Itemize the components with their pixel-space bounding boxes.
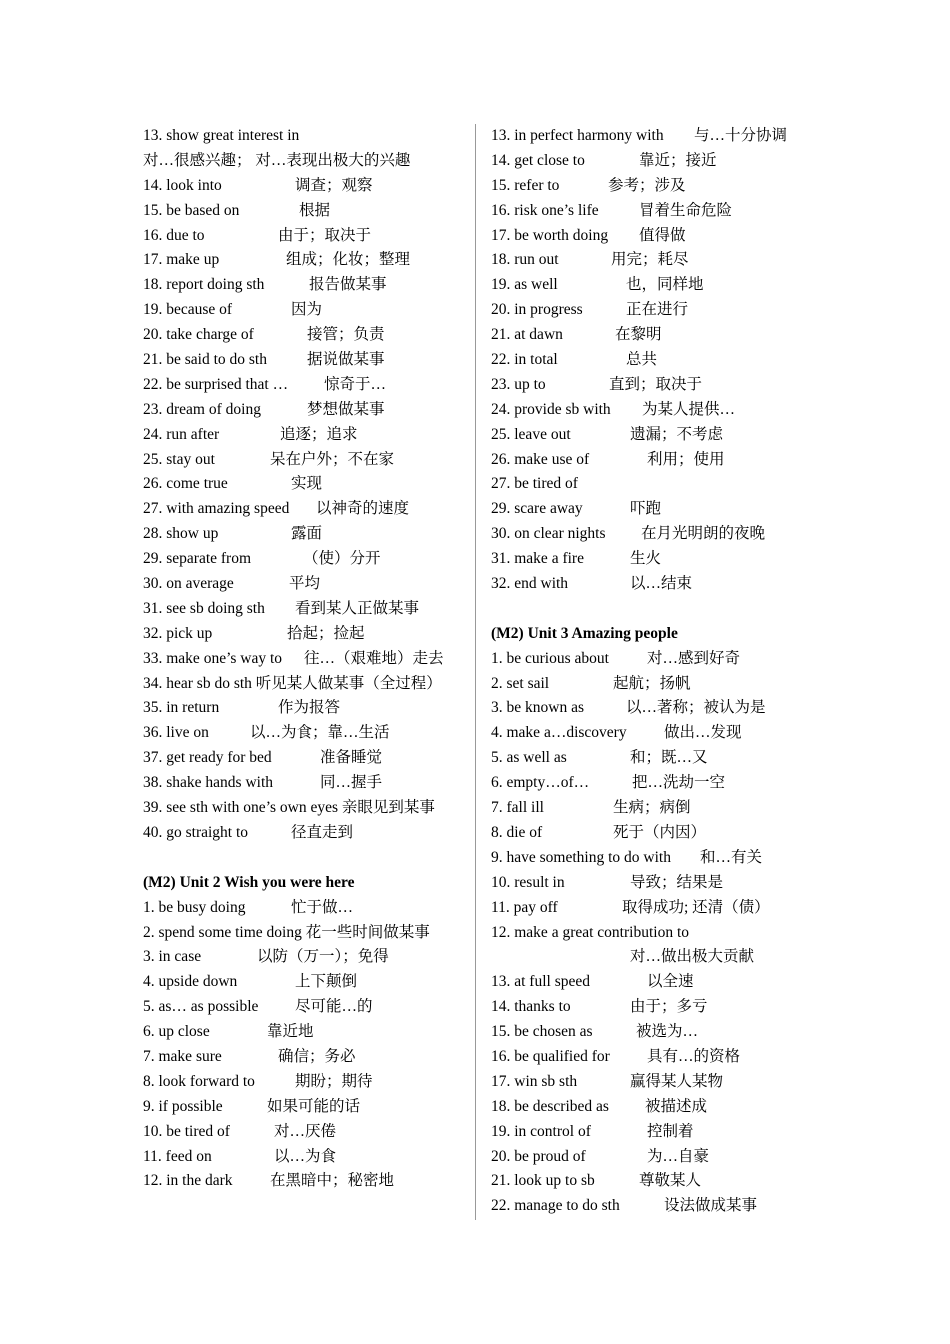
- chinese-meaning: 以全速: [647, 973, 694, 991]
- chinese-meaning: 由于；多亏: [630, 998, 708, 1016]
- chinese-meaning: 以…为食；靠…生活: [250, 724, 390, 742]
- chinese-meaning: 调查；观察: [295, 176, 373, 194]
- chinese-meaning: 因为: [291, 301, 323, 319]
- phrase-entry: [491, 1120, 809, 1145]
- chinese-meaning: 惊奇于…: [324, 375, 387, 393]
- english-phrase: 5. as… as possible: [143, 998, 259, 1016]
- phrase-entry: [143, 945, 461, 970]
- english-phrase: 7. fall ill: [491, 799, 544, 817]
- english-phrase: 15. be chosen as: [491, 1023, 593, 1041]
- chinese-meaning: 值得做: [639, 226, 686, 244]
- phrase-entry: [143, 896, 461, 921]
- chinese-meaning: 在黎明: [615, 326, 662, 344]
- phrase-entry: [491, 771, 809, 796]
- english-phrase: 29. scare away: [491, 500, 583, 518]
- chinese-meaning: 直到；取决于: [609, 375, 703, 393]
- phrase-entry: [143, 174, 461, 199]
- phrase-entry: [491, 323, 809, 348]
- chinese-meaning: 也，同样地: [626, 276, 704, 294]
- chinese-meaning: 控制着: [647, 1122, 694, 1140]
- english-phrase: 18. report doing sth: [143, 276, 265, 294]
- phrase-entry: [491, 124, 809, 149]
- phrase-entry: [143, 199, 461, 224]
- phrase-entry: 39. see sth with one’s own eyes 亲眼见到某事: [143, 799, 435, 817]
- english-phrase: 11. pay off: [491, 898, 558, 916]
- left-column: [143, 124, 461, 1194]
- section-heading: (M2) Unit 2 Wish you were here: [143, 873, 355, 891]
- chinese-meaning: 以…结束: [630, 575, 693, 593]
- chinese-meaning: 在黑暗中；秘密地: [270, 1172, 395, 1190]
- chinese-meaning: 参考；涉及: [608, 176, 686, 194]
- chinese-meaning: 把…洗劫一空: [632, 774, 726, 792]
- phrase-entry: [491, 348, 809, 373]
- phrase-entry: [143, 124, 461, 149]
- english-phrase: 28. show up: [143, 525, 219, 543]
- phrase-entry: [143, 423, 461, 448]
- english-phrase: 4. make a…discovery: [491, 724, 627, 742]
- phrase-entry: [491, 821, 809, 846]
- chinese-meaning: 导致；结果是: [630, 873, 724, 891]
- phrase-entry: [143, 472, 461, 497]
- chinese-meaning: 根据: [299, 201, 331, 219]
- chinese-meaning: 尽可能…的: [295, 998, 373, 1016]
- phrase-entry: [491, 472, 809, 497]
- chinese-meaning: 用完；耗尽: [611, 251, 689, 269]
- english-phrase: 32. pick up: [143, 624, 213, 642]
- english-phrase: 25. leave out: [491, 425, 571, 443]
- phrase-entry: [143, 273, 461, 298]
- phrase-entry: [491, 970, 809, 995]
- phrase-entry: [491, 746, 809, 771]
- english-phrase: 16. risk one’s life: [491, 201, 599, 219]
- english-phrase: 10. result in: [491, 873, 565, 891]
- phrase-entry: 34. hear sb do sth 听见某人做某事（全过程）: [143, 674, 442, 692]
- english-phrase: 21. be said to do sth: [143, 351, 267, 369]
- chinese-meaning: 对…做出极大贡献: [630, 948, 755, 966]
- phrase-entry: 对…很感兴趣； 对…表现出极大的兴趣: [143, 151, 411, 169]
- phrase-entry: [143, 821, 461, 846]
- english-phrase: 13. in perfect harmony with: [491, 127, 664, 144]
- phrase-entry: [143, 1045, 461, 1070]
- phrase-entry: [491, 199, 809, 224]
- phrase-entry: [491, 672, 809, 697]
- english-phrase: 23. up to: [491, 375, 546, 393]
- chinese-meaning: 死于（内因）: [613, 823, 707, 841]
- phrase-entry: [143, 298, 461, 323]
- chinese-meaning: （使）分开: [303, 550, 381, 568]
- chinese-meaning: 以…著称；被认为是: [626, 699, 766, 717]
- phrase-entry: [143, 224, 461, 249]
- english-phrase: 3. in case: [143, 948, 202, 966]
- phrase-entry: [143, 497, 461, 522]
- chinese-meaning: 径直走到: [291, 823, 354, 841]
- chinese-meaning: 对…感到好奇: [647, 649, 741, 667]
- phrase-entry: [143, 1120, 461, 1145]
- chinese-meaning: 以…为食: [274, 1147, 337, 1165]
- chinese-meaning: 以神奇的速度: [316, 500, 410, 518]
- english-phrase: 6. empty…of…: [491, 774, 590, 792]
- phrase-entry: [491, 721, 809, 746]
- phrase-entry: [491, 846, 809, 871]
- chinese-meaning: 生病；病倒: [613, 799, 691, 817]
- phrase-entry: [491, 995, 809, 1020]
- phrase-entry: [491, 921, 809, 946]
- chinese-meaning: 和…有关: [700, 848, 763, 866]
- phrase-entry: [143, 323, 461, 348]
- phrase-entry: [491, 1070, 809, 1095]
- chinese-meaning: 遗漏；不考虑: [630, 425, 724, 443]
- chinese-meaning: 总共: [626, 351, 658, 369]
- english-phrase: 8. die of: [491, 823, 543, 841]
- english-phrase: 17. win sb sth: [491, 1072, 578, 1090]
- english-phrase: 30. on clear nights: [491, 525, 606, 543]
- phrase-entry: [143, 522, 461, 547]
- phrase-entry: [143, 696, 461, 721]
- chinese-meaning: 呆在户外；不在家: [270, 450, 395, 468]
- english-phrase: 5. as well as: [491, 749, 567, 767]
- chinese-meaning: 拾起；捡起: [287, 624, 365, 642]
- chinese-meaning: 被描述成: [645, 1097, 708, 1115]
- phrase-entry: [491, 1020, 809, 1045]
- chinese-meaning: 准备睡觉: [320, 749, 383, 767]
- phrase-entry: [491, 1169, 809, 1194]
- english-phrase: 19. in control of: [491, 1122, 591, 1140]
- phrase-entry: [143, 373, 461, 398]
- blank-line: [491, 597, 809, 622]
- chinese-meaning: 报告做某事: [309, 276, 387, 294]
- chinese-meaning: 忙于做…: [291, 898, 354, 916]
- chinese-meaning: 由于；取决于: [278, 226, 372, 244]
- chinese-meaning: 设法做成某事: [664, 1197, 758, 1215]
- english-phrase: 32. end with: [491, 575, 569, 593]
- english-phrase: 31. make a fire: [491, 550, 584, 568]
- phrase-entry: [143, 970, 461, 995]
- phrase-entry: [491, 1045, 809, 1070]
- chinese-meaning: 确信；务必: [278, 1047, 356, 1065]
- english-phrase: 1. be busy doing: [143, 898, 246, 916]
- english-phrase: 4. upside down: [143, 973, 238, 991]
- english-phrase: 40. go straight to: [143, 823, 249, 841]
- english-phrase: 26. come true: [143, 475, 228, 493]
- english-phrase: 24. run after: [143, 425, 220, 443]
- phrase-entry: [491, 398, 809, 423]
- english-phrase: 11. feed on: [143, 1147, 212, 1165]
- english-phrase: 21. look up to sb: [491, 1172, 595, 1190]
- chinese-meaning: 追逐；追求: [280, 425, 358, 443]
- chinese-meaning: 被选为…: [636, 1023, 699, 1041]
- english-phrase: 25. stay out: [143, 450, 215, 468]
- chinese-meaning: 与…十分协调: [694, 127, 788, 144]
- english-phrase: 27. be tired of: [491, 475, 578, 493]
- english-phrase: 3. be known as: [491, 699, 584, 717]
- phrase-entry: [491, 174, 809, 199]
- english-phrase: 38. shake hands with: [143, 774, 274, 792]
- english-phrase: 10. be tired of: [143, 1122, 230, 1140]
- english-phrase: 19. because of: [143, 301, 233, 319]
- english-phrase: 9. have something to do with: [491, 848, 671, 866]
- phrase-entry: [491, 248, 809, 273]
- phrase-entry: [143, 248, 461, 273]
- phrase-entry: [143, 622, 461, 647]
- phrase-entry: [143, 547, 461, 572]
- phrase-entry: [143, 597, 461, 622]
- phrase-entry: [143, 348, 461, 373]
- phrase-entry: [143, 1145, 461, 1170]
- english-phrase: 17. be worth doing: [491, 226, 609, 244]
- phrase-entry: [143, 746, 461, 771]
- english-phrase: 35. in return: [143, 699, 220, 717]
- chinese-meaning: 以防（万一）；免得: [257, 948, 389, 966]
- phrase-entry: [143, 1020, 461, 1045]
- chinese-meaning: 做出…发现: [664, 724, 742, 742]
- phrase-translation-continued: [491, 945, 809, 970]
- english-phrase: 14. get close to: [491, 151, 585, 169]
- phrase-entry: [491, 572, 809, 597]
- english-phrase: 18. run out: [491, 251, 559, 269]
- phrase-entry: [491, 1194, 809, 1219]
- column-divider: [475, 124, 476, 1220]
- english-phrase: 13. at full speed: [491, 973, 591, 991]
- english-phrase: 9. if possible: [143, 1097, 223, 1115]
- phrase-entry: [491, 423, 809, 448]
- phrase-entry: [491, 696, 809, 721]
- phrase-entry: [491, 224, 809, 249]
- english-phrase: 27. with amazing speed: [143, 500, 290, 518]
- chinese-meaning: 吓跑: [630, 500, 662, 518]
- english-phrase: 2. set sail: [491, 674, 550, 692]
- phrase-entry: [491, 497, 809, 522]
- phrase-entry: [143, 448, 461, 473]
- chinese-meaning: 利用；使用: [647, 450, 725, 468]
- chinese-meaning: 对…厌倦: [274, 1122, 337, 1140]
- chinese-meaning: 期盼；期待: [295, 1072, 373, 1090]
- english-phrase: 16. due to: [143, 226, 205, 244]
- phrase-entry: [143, 1169, 461, 1194]
- english-phrase: 33. make one’s way to: [143, 649, 283, 667]
- chinese-meaning: 正在进行: [626, 301, 689, 319]
- chinese-meaning: 具有…的资格: [647, 1047, 741, 1065]
- english-phrase: 14. look into: [143, 176, 222, 194]
- phrase-entry: [491, 1095, 809, 1120]
- phrase-entry: [143, 771, 461, 796]
- english-phrase: 36. live on: [143, 724, 209, 742]
- chinese-meaning: 实现: [291, 475, 323, 493]
- phrase-entry: [143, 398, 461, 423]
- chinese-meaning: 靠近地: [267, 1023, 314, 1041]
- phrase-entry: [491, 448, 809, 473]
- english-phrase: 1. be curious about: [491, 649, 609, 667]
- english-phrase: 8. look forward to: [143, 1072, 255, 1090]
- phrase-entry: [491, 871, 809, 896]
- phrase-entry: [491, 298, 809, 323]
- english-phrase: 16. be qualified for: [491, 1047, 610, 1065]
- english-phrase: 12. make a great contribution to: [491, 923, 689, 941]
- phrase-entry: [491, 149, 809, 174]
- chinese-meaning: 上下颠倒: [295, 973, 358, 991]
- chinese-meaning: 作为报答: [278, 699, 341, 717]
- phrase-entry: [491, 547, 809, 572]
- english-phrase: 22. in total: [491, 351, 558, 369]
- chinese-meaning: 据说做某事: [307, 351, 385, 369]
- phrase-entry: [491, 896, 809, 921]
- english-phrase: 19. as well: [491, 276, 558, 294]
- chinese-meaning: 梦想做某事: [307, 400, 385, 418]
- english-phrase: 30. on average: [143, 575, 234, 593]
- english-phrase: 15. be based on: [143, 201, 240, 219]
- phrase-entry: [491, 373, 809, 398]
- chinese-meaning: 冒着生命危险: [639, 201, 733, 219]
- chinese-meaning: 为某人提供…: [642, 400, 736, 418]
- english-phrase: 6. up close: [143, 1023, 210, 1041]
- phrase-entry: [143, 1095, 461, 1120]
- phrase-entry: 2. spend some time doing 花一些时间做某事: [143, 923, 430, 941]
- english-phrase: 12. in the dark: [143, 1172, 233, 1190]
- english-phrase: 22. be surprised that …: [143, 375, 289, 393]
- english-phrase: 15. refer to: [491, 176, 560, 194]
- english-phrase: 13. show great interest in: [143, 127, 300, 144]
- chinese-meaning: 起航；扬帆: [613, 674, 691, 692]
- section-heading: (M2) Unit 3 Amazing people: [491, 624, 678, 642]
- english-phrase: 17. make up: [143, 251, 220, 269]
- english-phrase: 31. see sb doing sth: [143, 599, 265, 617]
- chinese-meaning: 同…握手: [320, 774, 383, 792]
- english-phrase: 26. make use of: [491, 450, 590, 468]
- phrase-entry: [143, 647, 461, 672]
- english-phrase: 22. manage to do sth: [491, 1197, 620, 1215]
- english-phrase: 20. take charge of: [143, 326, 254, 344]
- chinese-meaning: 生火: [630, 550, 662, 568]
- chinese-meaning: 为…自豪: [647, 1147, 710, 1165]
- chinese-meaning: 和；既…又: [630, 749, 708, 767]
- chinese-meaning: 赢得某人某物: [630, 1072, 724, 1090]
- english-phrase: 20. be proud of: [491, 1147, 586, 1165]
- chinese-meaning: 靠近；接近: [639, 151, 717, 169]
- phrase-entry: [143, 721, 461, 746]
- phrase-entry: [491, 273, 809, 298]
- chinese-meaning: 取得成功; 还清（债）: [622, 898, 770, 916]
- phrase-entry: [491, 796, 809, 821]
- phrase-entry: [143, 995, 461, 1020]
- phrase-entry: [491, 1145, 809, 1170]
- phrase-entry: [491, 647, 809, 672]
- english-phrase: 37. get ready for bed: [143, 749, 272, 767]
- blank-line: [143, 846, 461, 871]
- chinese-meaning: 组成；化妆；整理: [286, 251, 411, 269]
- chinese-meaning: 平均: [289, 575, 321, 593]
- chinese-meaning: 看到某人正做某事: [295, 599, 420, 617]
- english-phrase: 24. provide sb with: [491, 400, 611, 418]
- english-phrase: 7. make sure: [143, 1047, 222, 1065]
- chinese-meaning: 露面: [291, 525, 323, 543]
- english-phrase: 21. at dawn: [491, 326, 563, 344]
- chinese-meaning: 尊敬某人: [639, 1172, 702, 1190]
- chinese-meaning: 如果可能的话: [267, 1097, 361, 1115]
- chinese-meaning: 往…（艰难地）走去: [304, 649, 444, 667]
- right-column: [491, 124, 809, 1219]
- english-phrase: 20. in progress: [491, 301, 583, 319]
- english-phrase: 23. dream of doing: [143, 400, 261, 418]
- english-phrase: 29. separate from: [143, 550, 252, 568]
- english-phrase: 14. thanks to: [491, 998, 571, 1016]
- phrase-entry: [143, 572, 461, 597]
- phrase-entry: [491, 522, 809, 547]
- chinese-meaning: 接管；负责: [307, 326, 385, 344]
- english-phrase: 18. be described as: [491, 1097, 609, 1115]
- phrase-entry: [143, 1070, 461, 1095]
- chinese-meaning: 在月光明朗的夜晚: [641, 525, 766, 543]
